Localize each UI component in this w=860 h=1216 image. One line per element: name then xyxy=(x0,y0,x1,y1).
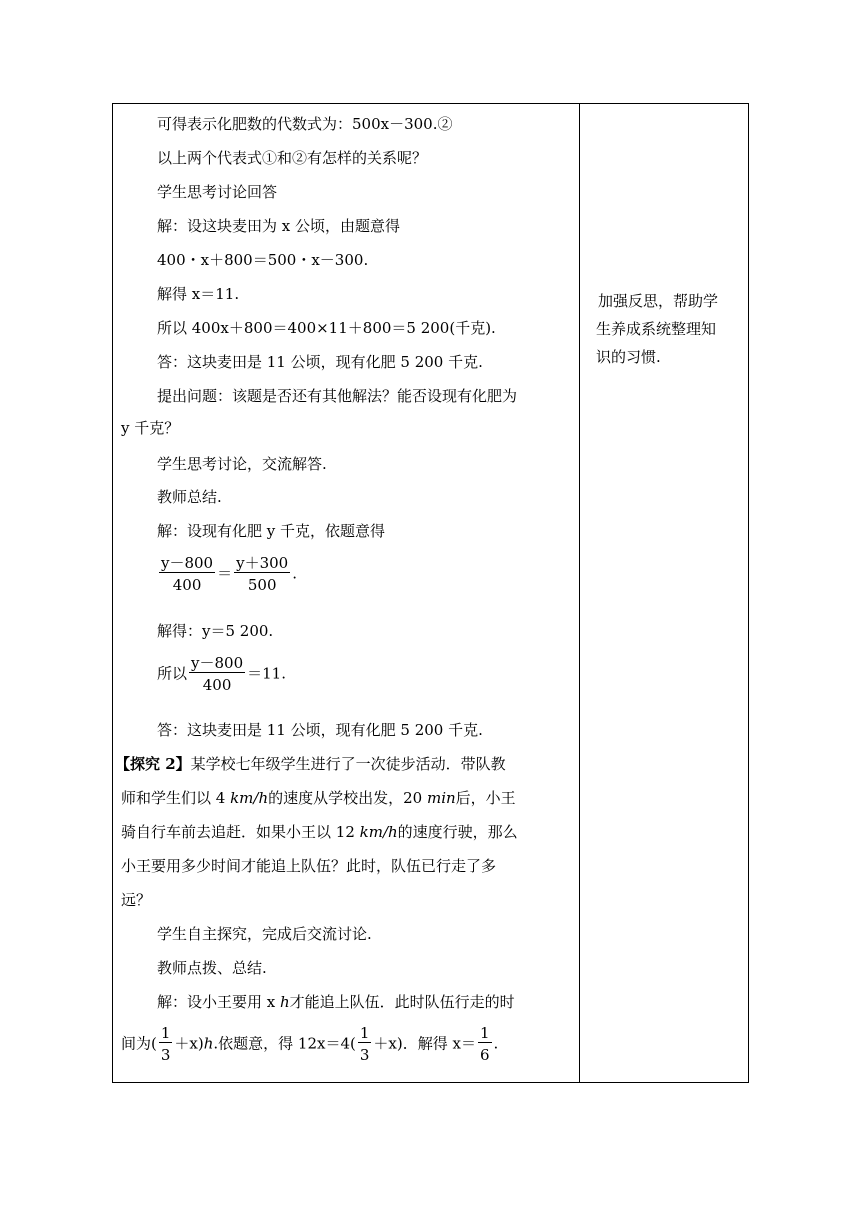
text-line: y 千克？ xyxy=(121,419,180,437)
text-line xyxy=(157,992,515,1012)
explore-2-tag: 【探究 2】 xyxy=(115,755,191,773)
numerator: y－800 xyxy=(161,554,214,572)
unit: h xyxy=(280,993,290,1011)
equals-sign: ＝ xyxy=(217,564,233,583)
text-span: .依题意，得 12x＝4( xyxy=(213,1034,356,1053)
note-line: 生养成系统整理知 xyxy=(596,320,717,338)
text-span: 某学校七年级学生进行了一次徒步活动．带队教 xyxy=(190,755,506,773)
fraction xyxy=(478,1024,492,1065)
denominator: 500 xyxy=(247,576,277,594)
text-line: 可得表示化肥数的代数式为：500x－300.② xyxy=(157,115,453,133)
text-line: 教师点拨、总结. xyxy=(157,959,267,977)
text-span: ＋x) xyxy=(174,1034,204,1053)
text-span: 才能追上队伍．此时队伍行走的时 xyxy=(289,993,515,1011)
text-line: 提出问题：该题是否还有其他解法？能否设现有化肥为 xyxy=(157,387,518,405)
numerator: y＋300 xyxy=(236,554,289,572)
fraction xyxy=(358,1024,372,1065)
text-line: 解得 x＝11. xyxy=(157,285,240,303)
fraction xyxy=(234,554,290,595)
text-span: 骑自行车前去追赶．如果小王以 12 xyxy=(121,823,360,841)
fraction-equation xyxy=(157,554,297,595)
unit: km/h xyxy=(230,789,269,807)
side-column xyxy=(580,104,748,1082)
denominator: 400 xyxy=(172,576,202,594)
text-span: 间为( xyxy=(121,1034,157,1053)
text-span: 后，小王 xyxy=(455,789,516,807)
prefix-text: 所以 xyxy=(157,664,188,683)
fraction xyxy=(159,554,215,595)
suffix-text: ＝11. xyxy=(247,664,286,683)
text-span: . xyxy=(493,1034,499,1053)
main-column xyxy=(113,104,579,1082)
text-line: 答：这块麦田是 11 公顷，现有化肥 5 200 千克. xyxy=(157,721,483,739)
equation-line: 400・x＋800＝500・x－300. xyxy=(157,251,369,269)
text-span: 的速度行驶，那么 xyxy=(397,823,518,841)
text-line: 解：设现有化肥 y 千克，依题意得 xyxy=(157,522,386,540)
text-line: 解：设这块麦田为 x 公顷，由题意得 xyxy=(157,217,400,235)
text-line xyxy=(121,788,516,808)
denominator: 3 xyxy=(160,1046,171,1064)
period: . xyxy=(292,564,298,583)
note-line: 识的习惯. xyxy=(596,348,661,366)
text-span: 的速度从学校出发，20 xyxy=(268,789,427,807)
denominator: 6 xyxy=(479,1046,490,1064)
numerator: 1 xyxy=(160,1024,171,1042)
text-line: 解得：y＝5 200. xyxy=(157,622,274,640)
unit: min xyxy=(426,789,456,807)
text-line: 以上两个代表式①和②有怎样的关系呢？ xyxy=(157,149,428,167)
text-line: 学生思考讨论，交流解答. xyxy=(157,455,327,473)
text-line: 教师总结. xyxy=(157,488,222,506)
text-span: ＋x)．解得 x＝ xyxy=(373,1034,476,1053)
text-line: 学生思考讨论回答 xyxy=(157,183,278,201)
note-line: 加强反思，帮助学 xyxy=(598,292,719,310)
design-intent-note xyxy=(596,287,736,371)
fraction xyxy=(189,654,245,695)
numerator: 1 xyxy=(359,1024,370,1042)
lesson-table xyxy=(112,103,749,1083)
unit: km/h xyxy=(359,823,398,841)
fraction xyxy=(159,1024,173,1065)
explore-2-heading-line xyxy=(115,754,506,774)
text-line: 所以 400x＋800＝400×11＋800＝5 200(千克). xyxy=(157,319,496,337)
fraction-equation xyxy=(157,654,286,695)
text-line: 答：这块麦田是 11 公顷，现有化肥 5 200 千克. xyxy=(157,353,483,371)
numerator: y－800 xyxy=(191,654,244,672)
numerator: 1 xyxy=(479,1024,490,1042)
text-line xyxy=(121,822,518,842)
denominator: 400 xyxy=(202,676,232,694)
text-line: 小王要用多少时间才能追上队伍？此时，队伍已行走了多 xyxy=(121,857,497,875)
text-span: 解：设小王要用 x xyxy=(157,993,280,1011)
fraction-equation xyxy=(121,1024,498,1065)
unit: h xyxy=(203,1034,214,1053)
text-line: 学生自主探究，完成后交流讨论. xyxy=(157,925,372,943)
text-line: 远？ xyxy=(121,891,152,909)
text-span: 师和学生们以 4 xyxy=(121,789,231,807)
denominator: 3 xyxy=(359,1046,370,1064)
